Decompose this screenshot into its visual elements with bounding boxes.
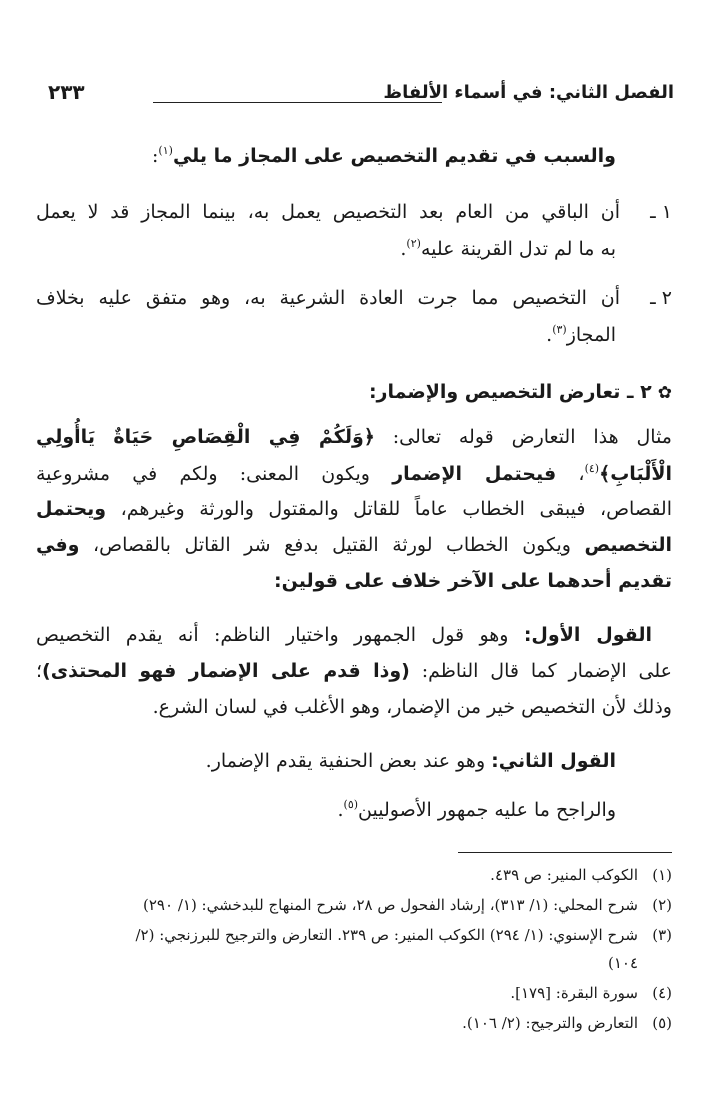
flower-icon: ✿ [657,383,672,403]
para2-line2 [36,660,672,682]
intro-text: والسبب في تقديم التخصيص على المجاز ما يلي [172,145,616,167]
footnote-4 [510,984,672,1002]
footnote-text: التعارض والترجيح: (٢/ ١٠٦). [462,1014,638,1032]
footnote-1 [490,866,672,884]
para1-l2d: ويكون المعنى: ولكم في مشروعية [36,463,393,485]
para1-line3 [36,498,672,520]
para1-comma: ، [556,463,585,485]
first-opinion-label: القول الأول: [523,624,652,646]
footnote-3-continued: ١٠٤) [607,954,638,972]
footnote-ref-1: (١) [158,144,173,157]
para1-bold-wafi: وفي [36,534,80,556]
para1-bold-takhsis: التخصيص [584,534,672,556]
reason2-line1: أن التخصيص مما جرت العادة الشرعية به، وهو متفق عليه بخلاف [36,287,620,309]
intro-colon: : [152,145,159,167]
para1-bold-ihtimal: فيحتمل الإضمار [392,463,557,485]
footnote-number: (٥) [652,1014,672,1032]
section-title: ٢ ـ تعارض التخصيص والإضمار: [368,381,652,403]
para1-line5: تقديم أحدهما على الآخر خلاف على قولين: [274,570,672,592]
intro-line [152,144,616,167]
page-number: ٢٣٣ [48,80,85,104]
second-opinion-label: القول الثاني: [491,750,616,772]
reason1-line1: أن الباقي من العام بعد التخصيص يعمل به، بينما المجاز قد لا يعمل [36,201,620,223]
reason2-number: ٢ ـ [650,287,672,309]
footnote-text: شرح المحلي: (١/ ٣١٣)، إرشاد الفحول ص ٢٨، شرح المنهاج للبدخشي: (١/ ٢٩٠) [143,896,638,914]
para3-line [206,750,616,772]
footnote-text: سورة البقرة: [١٧٩]. [510,984,638,1002]
para1-bold-yahtamil: ويحتمل [36,498,107,520]
para1-line2 [36,462,672,485]
para3-text: وهو عند بعض الحنفية يقدم الإضمار. [205,750,492,772]
para1-l3: القصاص، فيبقى الخطاب عاماً للقاتل والمقتول والورثة وغيرهم، [106,498,672,520]
chapter-title: الفصل الثاني: في أسماء الألفاظ [383,82,674,103]
footnote-number: (١) [652,866,672,884]
footnote-ref-3: (٣) [552,323,567,336]
reason1-number: ١ ـ [650,201,672,223]
footnote-5 [462,1014,672,1032]
quran-verse-part1: ﴿وَلَكُمْ فِي الْقِصَاصِ حَيَاةٌ يَاأُولِي [36,426,375,448]
footnote-number: (٢) [652,896,672,914]
footnote-ref-2: (٢) [406,237,421,250]
footnote-rule [458,852,672,853]
footnote-text: شرح الإسنوي: (١/ ٢٩٤) الكوكب المنير: ص ٢٣٩. التعارض والترجيح للبرزنجي: (٢/ [135,926,638,944]
para1-l1a: مثال هذا التعارض قوله تعالى: [374,426,672,448]
para2-l1: وهو قول الجمهور واختيار الناظم: أنه يقدم التخصيص [36,624,524,646]
footnote-text: الكوكب المنير: ص ٤٣٩. [490,866,638,884]
para2-line1 [36,624,652,646]
nazim-quote: (وذا قدم على الإضمار فهو المحتذى) [42,660,410,682]
para2-line3: وذلك لأن التخصيص خير من الإضمار، وهو الأغلب في لسان الشرع. [152,696,672,718]
para1-l4b: ويكون الخطاب لورثة القتيل بدفع شر القاتل بالقصاص، [79,534,585,556]
reason2-line2-text: المجاز [566,324,616,346]
header-rule [153,102,442,103]
section-heading [369,381,672,403]
footnote-number: (٣) [652,926,672,944]
running-header [48,80,674,116]
footnote-3 [135,926,672,944]
para2-semicolon: ؛ [36,660,43,682]
footnote-ref-4: (٤) [584,462,600,475]
reason1-line2-text: به ما لم تدل القرينة عليه [420,238,616,260]
reason2-line2 [546,323,616,346]
para1-line4 [36,534,672,556]
para1-line1 [36,426,672,448]
reason1-line2 [400,237,616,260]
footnote-number: (٤) [652,984,672,1002]
para4-text: والراجح ما عليه جمهور الأصوليين [358,799,616,821]
para4-period: . [337,799,344,821]
quran-verse-part2: الْأَلْبَابِ﴾ [599,463,672,485]
para2-l2a: على الإضمار كما قال الناظم: [409,660,672,682]
reason1-period: . [400,238,407,260]
reason2-period: . [546,324,553,346]
para4-line [337,798,616,821]
footnote-2 [143,896,672,914]
footnote-ref-5: (٥) [343,798,359,811]
